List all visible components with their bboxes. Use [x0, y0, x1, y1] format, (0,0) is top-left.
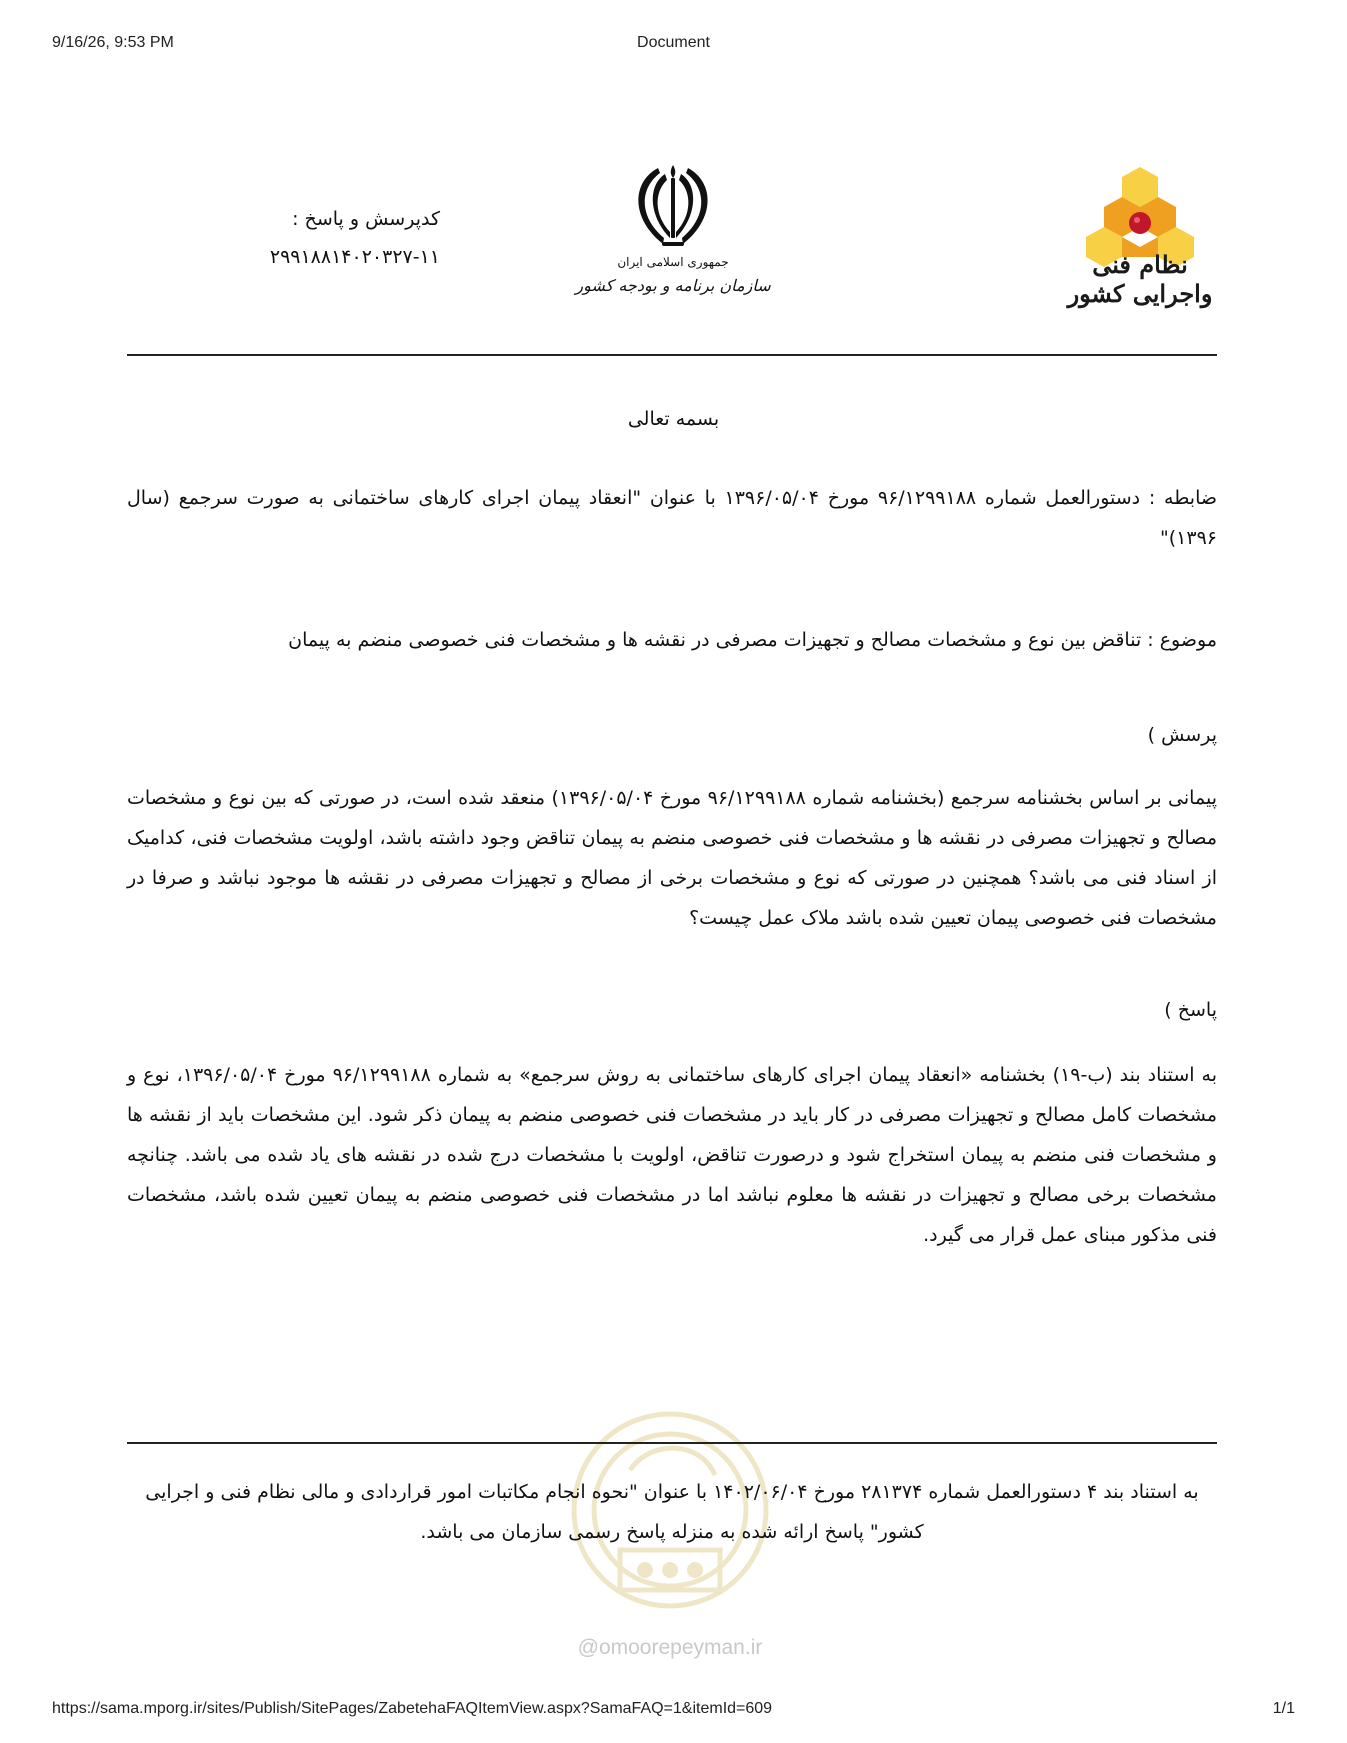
official-answer-note: به استناد بند ۴ دستورالعمل شماره ۲۸۱۳۷۴ مورخ ۱۴۰۲/۰۶/۰۴ با عنوان "نحوه انجام مکاتبات امور قراردادی و مالی نظام فنی و اجرایی کشور" پاسخ ارائه شده به منزله پاسخ رسمی سازمان می باشد.	[145, 1481, 1199, 1543]
emblem-caption-republic: جمهوری اسلامی ایران	[617, 255, 729, 269]
qa-code-label: کدپرسش و پاسخ :	[292, 208, 440, 230]
question-text: پیمانی بر اساس بخشنامه سرجمع (بخشنامه شماره ۹۶/۱۲۹۹۱۸۸ مورخ ۱۳۹۶/۰۵/۰۴) منعقد شده است، در صورتی که بین نوع و مشخصات مصالح و تجهیزات مصرفی در نقشه ها و مشخصات فنی خصوصی منضم به پیمان تناقض وجود داشته باشد، اولویت مشخصات فنی، کدامیک از اسناد فنی می باشد؟ همچنین در صورتی که نوع و مشخصات برخی از مصالح و تجهیزات مصرفی در نقشه ها موجود نباشد و صرفا در مشخصات فنی خصوصی پیمان تعیین شده باشد ملاک عمل چیست؟	[127, 787, 1217, 929]
emblem-caption-organization: سازمان برنامه و بودجه کشور	[575, 276, 771, 295]
print-url: https://sama.mporg.ir/sites/Publish/SitePages/ZabetehaFAQItemView.aspx?SamaFAQ=1&itemId=609	[52, 1700, 773, 1717]
regulation-reference: ضابطه : دستورالعمل شماره ۹۶/۱۲۹۹۱۸۸ مورخ ۱۳۹۶/۰۵/۰۴ با عنوان "انعقاد پیمان اجرای کارهای ساختمانی به صورت سرجمع (سال ۱۳۹۶)"	[127, 487, 1218, 549]
question-heading: پرسش )	[1147, 724, 1217, 746]
watermark-text: @omoorepeyman.ir	[577, 1636, 763, 1659]
answer-text: به استناد بند (ب-۱۹) بخشنامه «انعقاد پیمان اجرای کارهای ساختمانی به روش سرجمع» به شماره ۹۶/۱۲۹۹۱۸۸ مورخ ۱۳۹۶/۰۵/۰۴، نوع و مشخصات کامل مصالح و تجهیزات مصرفی در کار باید در مشخصات فنی خصوصی منضم به پیمان ذکر شود. این مشخصات باید از نقشه ها و مشخصات فنی منضم به پیمان استخراج شود و درصورت تناقض، اولویت با مشخصات درج شده در نقشه های یاد شده می باشد. چنانچه مشخصات برخی مصالح و تجهیزات در نقشه ها معلوم نباشد اما در مشخصات فنی خصوصی منضم به پیمان تعیین شده باشد، مشخصات فنی مذکور مبنای عمل قرار می گیرد.	[127, 1064, 1217, 1246]
answer-heading: پاسخ )	[1164, 999, 1217, 1021]
basmala: بسمه تعالی	[627, 408, 720, 430]
header-divider	[127, 354, 1217, 356]
iran-emblem-icon	[618, 160, 728, 250]
subject-line: موضوع : تناقض بین نوع و مشخصات مصالح و تجهیزات مصرفی در نقشه ها و مشخصات فنی خصوصی منضم به پیمان	[288, 629, 1217, 651]
footer-divider	[127, 1442, 1217, 1444]
print-page-number: 1/1	[1272, 1700, 1295, 1717]
technical-system-logo-text: نظام فنی واجرایی کشور	[1067, 250, 1213, 308]
qa-code-value: ۲۹۹۱۸۸۱۴۰۲۰۳۲۷-۱۱	[269, 246, 440, 268]
print-document-title: Document	[637, 34, 710, 51]
print-datetime: 9/16/26, 9:53 PM	[52, 34, 174, 51]
